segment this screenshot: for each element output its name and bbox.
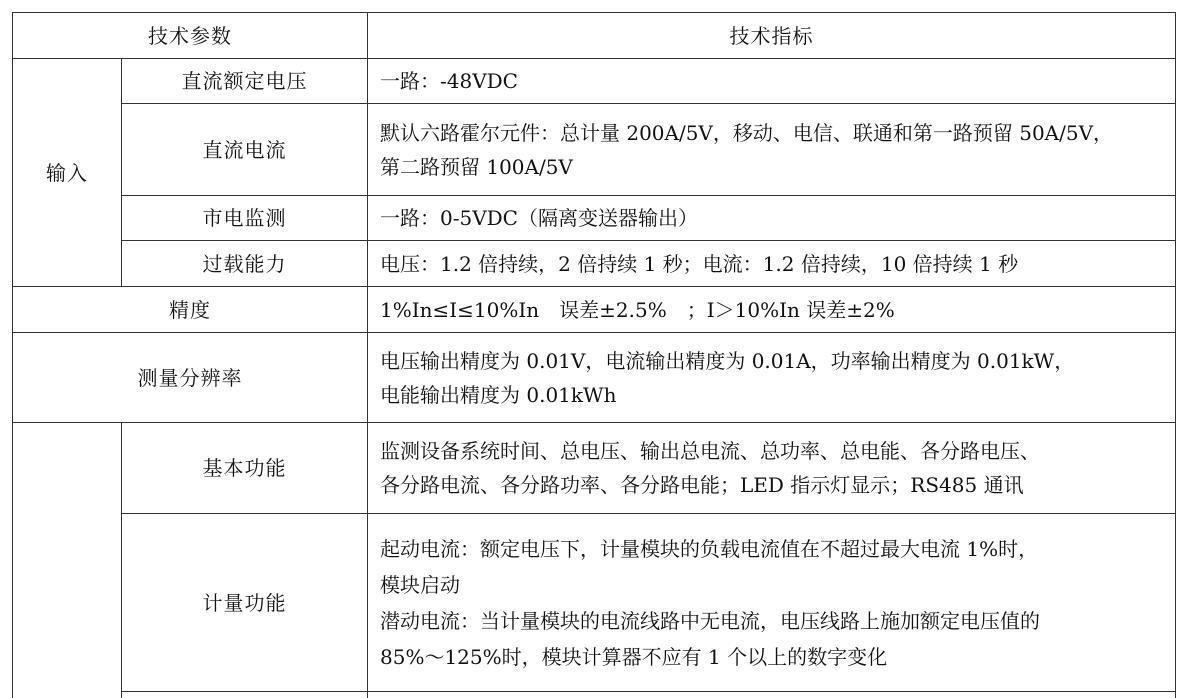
resolution-value bbox=[368, 333, 1176, 423]
resolution-line-1: 电压输出精度为 0.01V，电流输出精度为 0.01A，功率输出精度为 0.01kW， bbox=[380, 348, 1075, 373]
overload-label: 过载能力 bbox=[122, 241, 368, 287]
resolution-line-2: 电能输出精度为 0.01kWh bbox=[380, 382, 617, 407]
cropped-cell bbox=[368, 692, 1176, 698]
table-row bbox=[13, 692, 1176, 698]
basic-function-line-1: 监测设备系统时间、总电压、输出总电流、总功率、总电能、各分路电压、 bbox=[380, 439, 1040, 463]
table-row bbox=[13, 423, 1176, 514]
table-row bbox=[13, 59, 1176, 104]
table-row bbox=[13, 196, 1176, 241]
accuracy-value: 1%In≤I≤10%In 误差±2.5% ；I＞10%In 误差±2% bbox=[368, 287, 1176, 333]
accuracy-label: 精度 bbox=[13, 287, 368, 333]
mains-label: 市电监测 bbox=[122, 196, 368, 241]
mains-value: 一路：0-5VDC（隔离变送器输出） bbox=[368, 196, 1176, 241]
basic-function-label: 基本功能 bbox=[122, 423, 368, 514]
metering-function-label: 计量功能 bbox=[122, 514, 368, 692]
table-row bbox=[13, 287, 1176, 333]
metering-line-1: 起动电流：额定电压下，计量模块的负载电流值在不超过最大电流 1%时， bbox=[380, 536, 1039, 561]
overload-value: 电压：1.2 倍持续，2 倍持续 1 秒；电流：1.2 倍持续，10 倍持续 1 秒 bbox=[368, 241, 1176, 287]
table-row bbox=[13, 104, 1176, 196]
resolution-label: 测量分辨率 bbox=[13, 333, 368, 423]
header-spec: 技术指标 bbox=[368, 13, 1176, 59]
table-row bbox=[13, 333, 1176, 423]
metering-function-value bbox=[368, 514, 1176, 692]
dc-voltage-label: 直流额定电压 bbox=[122, 59, 368, 104]
metering-line-2: 模块启动 bbox=[380, 572, 460, 597]
technical-spec-table bbox=[12, 12, 1176, 698]
dc-voltage-value: 一路：-48VDC bbox=[368, 59, 1176, 104]
dc-current-line-2: 第二路预留 100A/5V bbox=[380, 154, 573, 179]
basic-function-line-2: 各分路电流、各分路功率、各分路电能；LED 指示灯显示；RS485 通讯 bbox=[380, 473, 1024, 497]
input-group-label: 输入 bbox=[13, 59, 122, 287]
table-row bbox=[13, 241, 1176, 287]
table-header-row bbox=[13, 13, 1176, 59]
dc-current-value bbox=[368, 104, 1176, 196]
header-param: 技术参数 bbox=[13, 13, 368, 59]
table-row bbox=[13, 514, 1176, 692]
cropped-heading-fragment bbox=[0, 0, 170, 6]
dc-current-label: 直流电流 bbox=[122, 104, 368, 196]
cropped-cell bbox=[122, 692, 368, 698]
metering-line-3: 潜动电流：当计量模块的电流线路中无电流，电压线路上施加额定电压值的 bbox=[380, 608, 1040, 633]
dc-current-line-1: 默认六路霍尔元件：总计量 200A/5V，移动、电信、联通和第一路预留 50A/5V， bbox=[380, 120, 1114, 145]
metering-line-4: 85%～125%时，模块计算器不应有 1 个以上的数字变化 bbox=[380, 644, 888, 669]
basic-function-value bbox=[368, 423, 1176, 514]
function-group-label bbox=[13, 423, 122, 698]
